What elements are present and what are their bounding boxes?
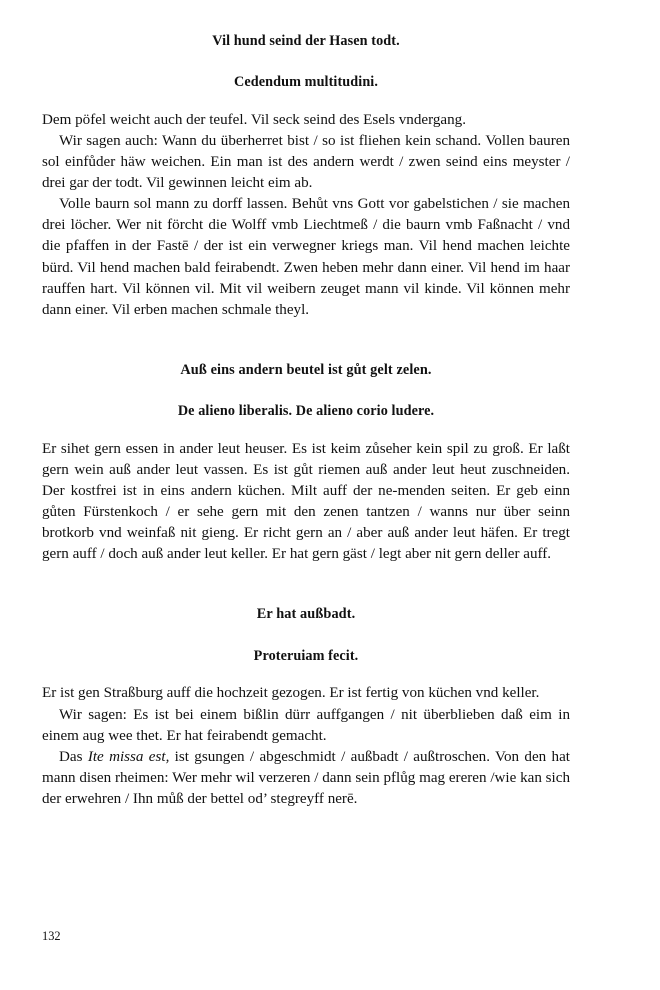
- entry-2-paragraph-1: Er sihet gern essen in ander leut heuser. Es ist keim zůseher kein spil zu groß. Er laßt gern wein auß ander leut vassen. Es ist gůt riemen auß ander leut heut zuschneiden. Der kostfrei ist in eins andern küchen. Milt auff der ne-menden seiten. Er geb einn gůten Fürstenkoch / er sehe gern mit den zenen tantzen / wanns nur über seinn brotkorb vnd weinfaß nit gieng. Er richt gern an / aber auß ander leut häfen. Er tregt gern auff / doch auß ander leut keller. Er hat gern gäst / legt aber nit gern deller auff.: [42, 440, 570, 563]
- entry-3-paragraph-2: Wir sagen: Es ist bei einem bißlin dürr auffgangen / nit überblieben daß eim in einem aug wee thet. Er hat feirabendt gemacht.: [42, 706, 570, 744]
- entry-3-paragraph-3-lead: Das: [59, 748, 88, 765]
- entry-3-heading-vernacular: Er hat außbadt.: [256, 606, 356, 623]
- proverb-entry-3: [42, 605, 570, 810]
- page-number: 132: [42, 929, 61, 943]
- entry-1-paragraph-3: Volle baurn sol mann zu dorff lassen. Behůt vns Gott vor gabelstichen / sie machen drei löcher. Wer nit förcht die Wolff vmb Liechtmeß / die baurn vmb Faßnacht / vnd die pfaffen in der Fastē / der ist ein verwegner kriegs man. Vil hend machen leichte bürd. Vil hend machen bald feirabendt. Zwen heben mehr dann einer. Vil hend im haar rauffen hart. Vil können vil. Mit vil weibern zeuget mann vil kinde. Vil können mehr dann einer. Vil erben machen schmale theyl.: [42, 196, 570, 318]
- entry-1-heading-latin: Cedendum multitudini.: [233, 74, 378, 91]
- entry-3-latin-phrase-italic: Ite missa est,: [87, 748, 170, 765]
- entry-3-paragraph-3-tail: ist gsungen / abgeschmidt / außbadt / außtroschen. Von den hat mann disen rheimen: Wer mehr wil verzeren / dann sein pflůg mag ereren /wie kan sich der erwehren / Ihn můß der bettel od’ stegreyff nerē.: [42, 748, 570, 807]
- entry-1-paragraph-1: Dem pöfel weicht auch der teufel. Vil seck seind des Esels vndergang.: [42, 111, 466, 128]
- entry-2-heading-vernacular: Auß eins andern beutel ist gůt gelt zelen.: [180, 361, 432, 378]
- entry-2-heading-latin: De alieno liberalis. De alieno corio ludere.: [177, 403, 435, 420]
- entry-3-heading-latin: Proteruiam fecit.: [253, 648, 359, 665]
- entry-1-paragraph-2: Wir sagen auch: Wann du überherret bist / so ist fliehen kein schand. Vollen bauren sol einfůder häw weichen. Ein man ist des andern werdt / zwen seind eins meyster / drei gar der todt. Vil gewinnen leicht eim ab.: [42, 133, 570, 192]
- entry-3-paragraph-3: [42, 747, 570, 810]
- entry-3-paragraph-1: Er ist gen Straßburg auff die hochzeit gezogen. Er ist fertig von küchen vnd keller.: [42, 685, 540, 702]
- proverb-entry-2: [42, 361, 570, 566]
- page-text-column: [42, 32, 570, 810]
- proverb-entry-1: [42, 32, 570, 321]
- entry-1-heading-vernacular: Vil hund seind der Hasen todt.: [212, 33, 400, 49]
